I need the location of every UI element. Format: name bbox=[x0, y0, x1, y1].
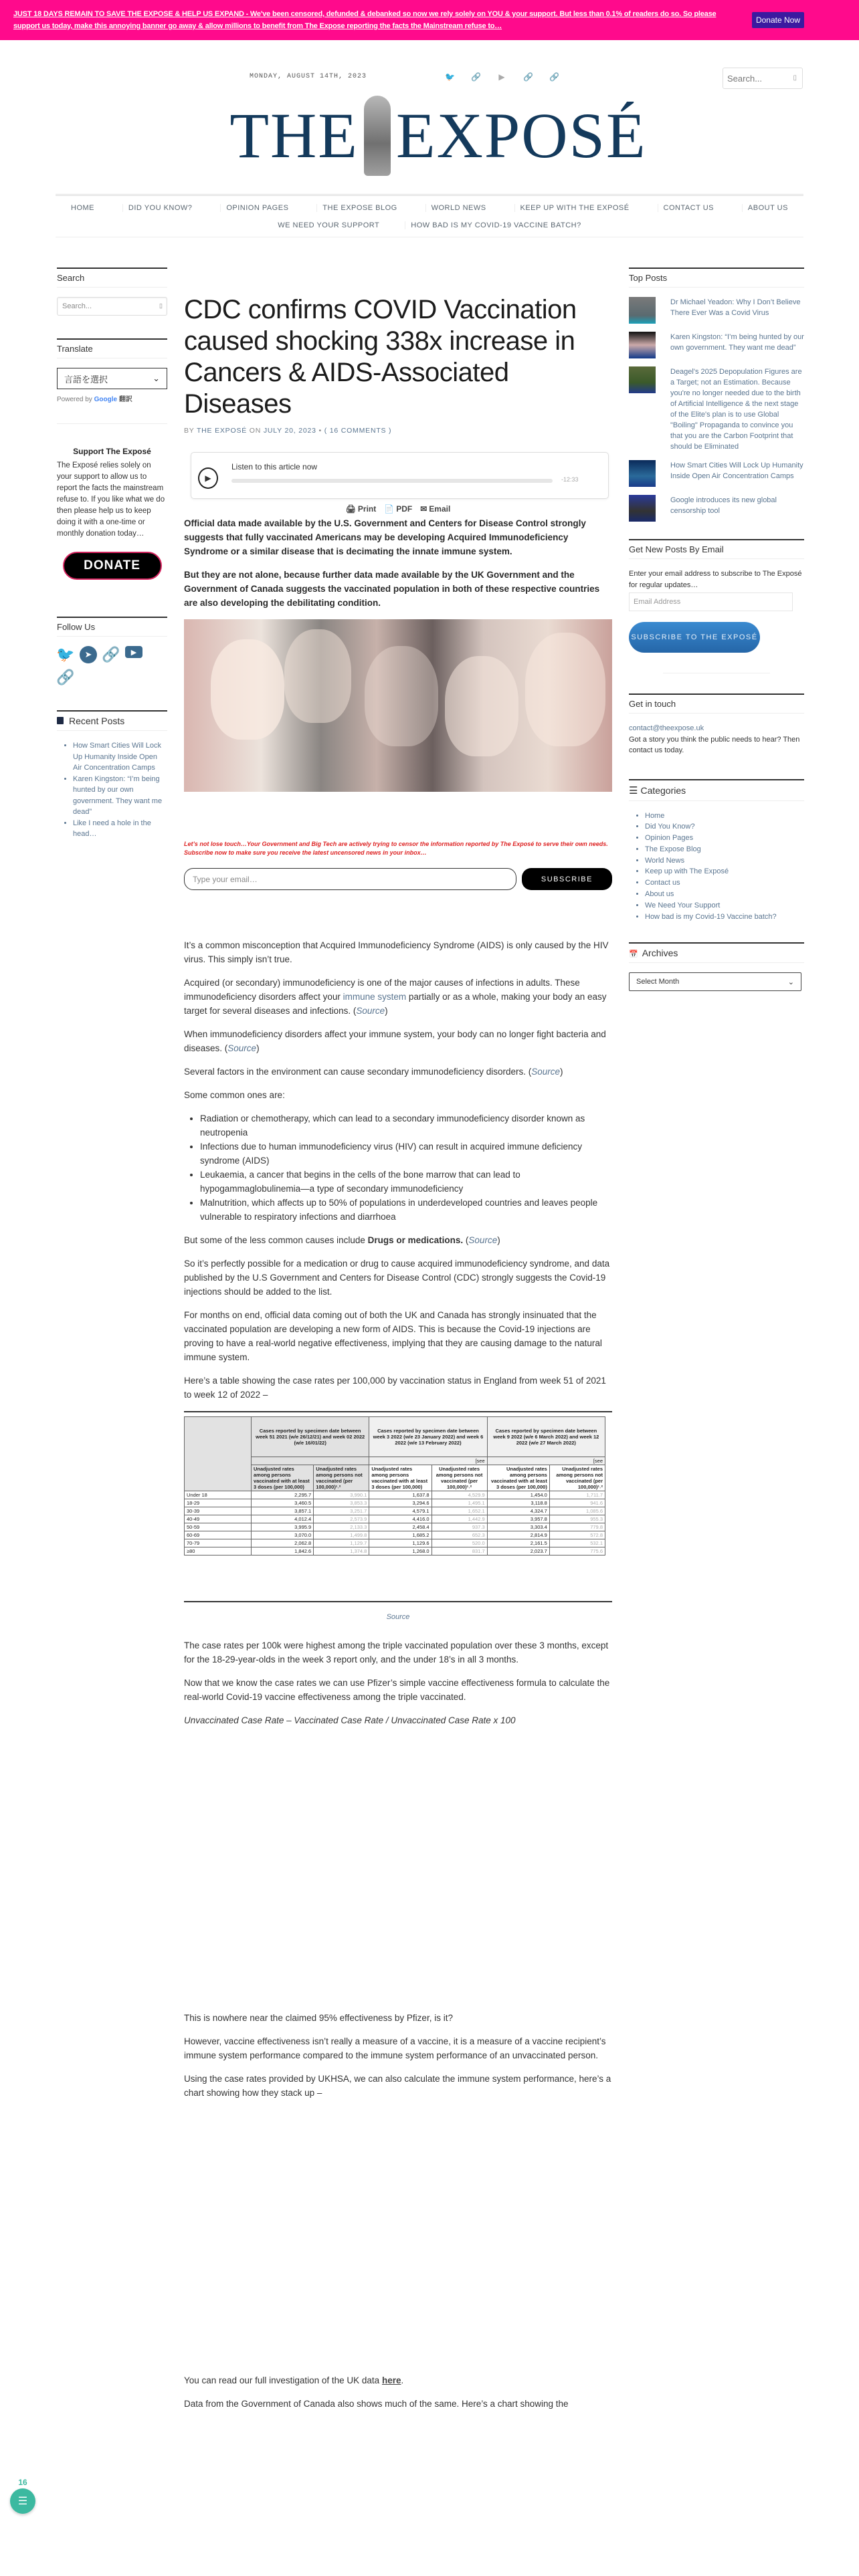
period-header: Cases reported by specimen date between week 3 2022 (w/e 23 January 2022) and week 6 2022 (w/e 13 February 2022) bbox=[369, 1417, 487, 1457]
col-header: Unadjusted rates among persons vaccinated with at least 3 doses (per 100,000) bbox=[369, 1465, 432, 1491]
cell: 2,161.5 bbox=[487, 1539, 549, 1547]
youtube-icon[interactable]: ▶ bbox=[498, 72, 505, 82]
text: ( bbox=[463, 1235, 469, 1245]
recent-post-link[interactable]: • Karen Kingston: “I’m being hunted by our own government. They want me dead” bbox=[73, 774, 167, 818]
cell: 3,460.5 bbox=[252, 1499, 314, 1507]
cell: 4,529.9 bbox=[432, 1491, 487, 1499]
list-item: • Leukaemia, a cancer that begins in the cells of the bone marrow that can lead to hypogammaglobulinemia—a type of secondary immunodeficiency bbox=[200, 1168, 612, 1196]
category-link[interactable]: • About us bbox=[645, 889, 804, 900]
cell: 4,012.4 bbox=[252, 1515, 314, 1523]
age-cell: 70-79 bbox=[185, 1539, 252, 1547]
top-post-link[interactable]: Deagel's 2025 Depopulation Figures are a Target; not an Estimation. Because you're no longer needed due to the birth of Artificial Intelligence & the next stage of the Elite's plan is to use Global "Boiling" Propaganda to convince you that you are the Carbon Footprint that should be Eliminated bbox=[670, 368, 802, 451]
nav-expose-blog[interactable]: THE EXPOSE BLOG bbox=[316, 204, 402, 212]
youtube-icon[interactable]: ▶ bbox=[125, 646, 142, 658]
menu-icon: ☰ bbox=[629, 784, 638, 796]
table-corner bbox=[185, 1417, 252, 1491]
lady-justice-icon bbox=[364, 96, 391, 176]
text: But some of the less common causes include bbox=[184, 1235, 368, 1245]
col-header: Unadjusted rates among persons vaccinated with at least 3 doses (per 100,000) bbox=[487, 1465, 549, 1491]
support-text: The Exposé relies solely on your support to allow us to report the facts the mainstream refuse to. If you like what we do then please help us to keep doing it with a one-time or monthly donation today… bbox=[57, 461, 165, 538]
recent-posts-widget-title bbox=[57, 710, 167, 731]
meta-on: ON bbox=[249, 427, 262, 435]
cell: 2,295.7 bbox=[252, 1491, 314, 1499]
age-cell: 18-29 bbox=[185, 1499, 252, 1507]
email-address-input[interactable]: Email Address bbox=[629, 593, 793, 611]
body-paragraph bbox=[184, 2373, 612, 2387]
cell: 652.3 bbox=[432, 1531, 487, 1539]
body-paragraph: Using the case rates provided by UKHSA, we can also calculate the immune system performance, here’s a chart showing how they stack up – bbox=[184, 2074, 611, 2098]
text: When immunodeficiency disorders affect your immune system, your body can no longer fight bacteria and diseases. ( bbox=[184, 1029, 606, 1053]
envelope-icon: ✉ bbox=[420, 504, 427, 514]
cell: 4,416.0 bbox=[369, 1515, 432, 1523]
embedded-chart-placeholder bbox=[184, 1727, 612, 2002]
link-icon[interactable]: 🔗 bbox=[56, 669, 75, 685]
article-meta bbox=[184, 427, 612, 435]
cell: 2,458.4 bbox=[369, 1523, 432, 1531]
top-post-link[interactable]: Google introduces its new global censorship tool bbox=[670, 496, 777, 515]
cell: 1,495.1 bbox=[432, 1499, 487, 1507]
source-link[interactable]: Source bbox=[468, 1235, 498, 1245]
case-rates-table bbox=[184, 1416, 605, 1555]
print-pdf-email-row bbox=[184, 504, 612, 514]
col-header: Unadjusted rates among persons not vaccinated (per 100,000)¹˒² bbox=[432, 1465, 487, 1491]
categories-title: Categories bbox=[640, 784, 686, 796]
age-cell: 40-49 bbox=[185, 1515, 252, 1523]
spacer-header bbox=[252, 1457, 369, 1465]
body-paragraph bbox=[184, 1233, 612, 1247]
recent-post-link[interactable]: • How Smart Cities Will Lock Up Humanity Inside Open Air Concentration Camps bbox=[73, 740, 167, 774]
article bbox=[184, 294, 612, 2411]
table-row bbox=[185, 1523, 605, 1531]
translate-word: 翻訳 bbox=[118, 396, 132, 403]
email-label: Email bbox=[429, 504, 451, 514]
cell: 1,129.6 bbox=[369, 1539, 432, 1547]
left-sidebar bbox=[57, 267, 167, 840]
cell: 1,499.8 bbox=[314, 1531, 369, 1539]
cell: 3,990.1 bbox=[314, 1491, 369, 1499]
link-icon[interactable]: 🔗 bbox=[523, 72, 533, 82]
body-paragraph bbox=[184, 1065, 612, 1079]
link-icon[interactable]: 🔗 bbox=[102, 646, 120, 663]
site-logo[interactable] bbox=[217, 97, 659, 174]
nav-opinion-pages[interactable]: OPINION PAGES bbox=[220, 204, 294, 212]
age-cell: 50-59 bbox=[185, 1523, 252, 1531]
email-widget-text: Enter your email address to subscribe to The Exposé for regular updates… bbox=[629, 570, 802, 589]
body-paragraph: Now that we know the case rates we can use Pfizer’s simple vaccine effectiveness formula to calculate the real-world Covid-19 vaccine effectiveness among the triple vaccinated. bbox=[184, 1678, 610, 1702]
cell: 779.8 bbox=[549, 1523, 605, 1531]
meta-separator: • bbox=[318, 427, 322, 435]
cell: 2,814.9 bbox=[487, 1531, 549, 1539]
header-search-input[interactable] bbox=[723, 68, 803, 89]
hero-image bbox=[184, 619, 612, 792]
audio-label: Listen to this article now bbox=[231, 462, 318, 471]
list-item: • Infections due to human immunodeficiency virus (HIV) can result in acquired immune deficiency syndrome (AIDS) bbox=[200, 1140, 612, 1168]
age-cell: 60-69 bbox=[185, 1531, 252, 1539]
cell: 3,957.8 bbox=[487, 1515, 549, 1523]
cell: 3,070.0 bbox=[252, 1531, 314, 1539]
chevron-down-icon: ⌄ bbox=[787, 978, 794, 986]
source-link[interactable]: Source bbox=[531, 1067, 561, 1077]
top-post-item[interactable] bbox=[629, 495, 804, 522]
col-header: Unadjusted rates among persons not vaccinated (per 100,000)¹˒² bbox=[549, 1465, 605, 1491]
language-select-value: 言語を選択 bbox=[64, 374, 108, 385]
recent-posts-list bbox=[57, 740, 167, 840]
table-row bbox=[185, 1547, 605, 1555]
body-paragraph: The case rates per 100k were highest among the triple vaccinated population over these 3 months, except for the 18-29-year-olds in the week 3 report only, and the under 18’s in all 3 months. bbox=[184, 1640, 609, 1665]
category-link[interactable]: • How bad is my Covid-19 Vaccine batch? bbox=[645, 911, 804, 923]
category-link[interactable]: • Contact us bbox=[645, 877, 804, 889]
nav-home[interactable]: HOME bbox=[71, 204, 94, 212]
text: partially or as a whole, making your body an easy target for several diseases and infections. ( bbox=[184, 992, 607, 1016]
top-post-link[interactable]: Karen Kingston: “I’m being hunted by our own government. They want me dead” bbox=[670, 333, 804, 352]
period-header: Cases reported by specimen date between week 9 2022 (w/e 6 March 2022) and week 12 2022 (w/e 27 March 2022) bbox=[487, 1417, 605, 1457]
table-row bbox=[185, 1491, 605, 1499]
see-note: [see bbox=[369, 1457, 487, 1465]
immune-system-link[interactable]: immune system bbox=[343, 992, 407, 1002]
inline-subscribe-form bbox=[184, 868, 612, 890]
post-thumbnail[interactable] bbox=[629, 460, 656, 487]
cell: 4,579.1 bbox=[369, 1507, 432, 1515]
audio-progress-bar[interactable] bbox=[231, 479, 553, 483]
case-rates-table-image bbox=[184, 1411, 612, 1602]
body-paragraph: It’s a common misconception that Acquired Immunodeficiency Syndrome (AIDS) is only caused by the HIV virus. This simply isn’t true. bbox=[184, 940, 609, 964]
top-post-item[interactable] bbox=[629, 332, 804, 358]
top-post-item[interactable] bbox=[629, 460, 804, 487]
embedded-chart-placeholder bbox=[184, 2100, 612, 2364]
link-icon[interactable]: 🔗 bbox=[471, 72, 481, 82]
body-paragraph: However, vaccine effectiveness isn’t really a measure of a vaccine, it is a measure of a vaccine recipient’s immune system performance compared to the immune system performance of an unvaccinated person. bbox=[184, 2036, 606, 2060]
archives-title: Archives bbox=[642, 948, 678, 959]
nav-world-news[interactable]: WORLD NEWS bbox=[425, 204, 492, 212]
touch-widget-title: Get in touch bbox=[629, 693, 804, 714]
table-row bbox=[185, 1507, 605, 1515]
contact-block bbox=[629, 723, 804, 756]
category-link[interactable]: • Opinion Pages bbox=[645, 833, 804, 844]
category-link[interactable]: • Did You Know? bbox=[645, 821, 804, 833]
twitter-icon[interactable]: 🐦 bbox=[56, 646, 75, 663]
source-link[interactable]: Source bbox=[356, 1006, 385, 1016]
cell: 1,842.6 bbox=[252, 1547, 314, 1555]
categories-list bbox=[629, 811, 804, 923]
cell: 3,853.3 bbox=[314, 1499, 369, 1507]
body-paragraph: For months on end, official data coming out of both the UK and Canada has strongly insinuated that the vaccinated population are developing a new form of AIDS. This is because the Covid-19 injections are proving to have a real-world negative effectiveness, implying that they are causing damage to the natural immune system. bbox=[184, 1310, 602, 1362]
cell: 941.6 bbox=[549, 1499, 605, 1507]
archives-select[interactable] bbox=[629, 972, 801, 991]
archives-widget-title bbox=[629, 942, 804, 963]
body-paragraph bbox=[184, 976, 612, 1018]
cell: 2,062.8 bbox=[252, 1539, 314, 1547]
nav-contact-us[interactable]: CONTACT US bbox=[658, 204, 720, 212]
cell: 3,251.7 bbox=[314, 1507, 369, 1515]
cell: 2,573.9 bbox=[314, 1515, 369, 1523]
cell: 937.3 bbox=[432, 1523, 487, 1531]
col-header: Unadjusted rates among persons vaccinated with at least 3 doses (per 100,000) bbox=[252, 1465, 314, 1491]
search-placeholder: Search... bbox=[62, 302, 92, 310]
chevron-down-icon: ⌄ bbox=[153, 373, 160, 383]
top-post-link[interactable]: How Smart Cities Will Lock Up Humanity Inside Open Air Concentration Camps bbox=[670, 461, 803, 480]
source-link[interactable]: Source bbox=[227, 1043, 257, 1053]
cell: 3,995.9 bbox=[252, 1523, 314, 1531]
subscribe-button[interactable]: SUBSCRIBE bbox=[522, 868, 612, 890]
google-logo[interactable]: Google bbox=[94, 396, 118, 403]
cell: 532.1 bbox=[549, 1539, 605, 1547]
cell: 1,374.8 bbox=[314, 1547, 369, 1555]
cell: 955.3 bbox=[549, 1515, 605, 1523]
link-icon[interactable]: 🔗 bbox=[549, 72, 559, 82]
print-label: Print bbox=[357, 504, 377, 514]
post-thumbnail[interactable] bbox=[629, 332, 656, 358]
search-icon[interactable]: ▯ bbox=[793, 74, 797, 82]
text: You can read our full investigation of the UK data bbox=[184, 2375, 382, 2385]
logo-text-the: THE bbox=[229, 100, 359, 171]
category-link[interactable]: • The Expose Blog bbox=[645, 844, 804, 855]
cell: 1,454.0 bbox=[487, 1491, 549, 1499]
table-row bbox=[185, 1515, 605, 1523]
search-widget-title: Search bbox=[57, 267, 167, 288]
contact-text: Got a story you think the public needs to hear? Then contact us today. bbox=[629, 735, 800, 754]
article-title: CDC confirms COVID Vaccination caused shocking 338x increase in Cancers & AIDS-Associated Diseases bbox=[184, 295, 577, 419]
subscribe-cta-text: Let’s not lose touch…Your Government and Big Tech are actively trying to censor the information reported by The Exposé to serve their own needs. Subscribe now to make sure you receive the latest uncensored news in your inbox… bbox=[184, 841, 608, 856]
formula: Unvaccinated Case Rate – Vaccinated Case Rate / Unvaccinated Case Rate x 100 bbox=[184, 1715, 516, 1725]
cell: 1,129.7 bbox=[314, 1539, 369, 1547]
bold-text: Drugs or medications. bbox=[367, 1235, 464, 1245]
date-link[interactable]: JULY 20, 2023 bbox=[263, 427, 316, 435]
subscribe-email-input[interactable]: Type your email… bbox=[184, 868, 516, 890]
age-cell: Under 18 bbox=[185, 1491, 252, 1499]
age-cell: 30-39 bbox=[185, 1507, 252, 1515]
table-source-link[interactable]: Source bbox=[386, 1613, 410, 1621]
cell: 3,294.6 bbox=[369, 1499, 432, 1507]
text: Several factors in the environment can cause secondary immunodeficiency disorders. ( bbox=[184, 1067, 532, 1077]
top-post-link[interactable]: Dr Michael Yeadon: Why I Don’t Believe There Ever Was a Covid Virus bbox=[670, 298, 801, 317]
post-thumbnail[interactable] bbox=[629, 495, 656, 522]
category-link[interactable]: • We Need Your Support bbox=[645, 900, 804, 911]
main-navigation bbox=[56, 194, 803, 233]
author-link[interactable]: THE EXPOSÉ bbox=[196, 427, 248, 435]
nav-support[interactable]: WE NEED YOUR SUPPORT bbox=[278, 221, 380, 229]
cell: 2,133.3 bbox=[314, 1523, 369, 1531]
see-note: [see bbox=[487, 1457, 605, 1465]
body-paragraph: Data from the Government of Canada also shows much of the same. Here’s a chart showing the bbox=[184, 2399, 569, 2409]
play-icon: ▶ bbox=[205, 473, 211, 483]
list-item: • Radiation or chemotherapy, which can lead to a secondary immunodeficiency disorder known as neutropenia bbox=[200, 1111, 612, 1140]
book-icon bbox=[57, 717, 64, 724]
recent-post-link[interactable]: • Like I need a hole in the head… bbox=[73, 818, 167, 840]
cell: 1,268.0 bbox=[369, 1547, 432, 1555]
cell: 1,652.1 bbox=[432, 1507, 487, 1515]
cell: 775.6 bbox=[549, 1547, 605, 1555]
donation-banner bbox=[0, 0, 859, 40]
cell: 1,085.6 bbox=[549, 1507, 605, 1515]
period-header: Cases reported by specimen date between week 51 2021 (w/e 26/12/21) and week 02 2022 (w/e 16/01/22) bbox=[252, 1417, 369, 1457]
right-sidebar bbox=[629, 267, 804, 991]
cell: 572.8 bbox=[549, 1531, 605, 1539]
email-widget-title: Get New Posts By Email bbox=[629, 539, 804, 559]
lead-paragraph: Official data made available by the U.S. Government and Centers for Disease Control strongly suggests that fully vaccinated Americans may be developing Acquired Immunodeficiency Syndrome or a similar disease that is decimating the innate immune system. bbox=[184, 518, 586, 556]
post-thumbnail[interactable] bbox=[629, 366, 656, 393]
text: ) bbox=[385, 1006, 388, 1016]
follow-widget-title: Follow Us bbox=[57, 617, 167, 637]
cell: 3,857.1 bbox=[252, 1507, 314, 1515]
nav-about-us[interactable]: ABOUT US bbox=[742, 204, 793, 212]
donate-button[interactable]: DONATE bbox=[63, 552, 162, 580]
category-link[interactable]: • World News bbox=[645, 855, 804, 867]
twitter-icon[interactable]: 🐦 bbox=[445, 72, 455, 82]
table-row bbox=[185, 1499, 605, 1507]
cell: 4,324.7 bbox=[487, 1507, 549, 1515]
print-button[interactable] bbox=[346, 504, 377, 514]
header-social-links bbox=[445, 72, 559, 82]
cell: 3,118.8 bbox=[487, 1499, 549, 1507]
subscribe-expose-button[interactable]: SUBSCRIBE TO THE EXPOSÉ bbox=[629, 622, 760, 653]
audio-player bbox=[191, 452, 609, 499]
meta-by: BY bbox=[184, 427, 195, 435]
text: ) bbox=[497, 1235, 500, 1245]
calendar-icon: 📅 bbox=[629, 950, 638, 959]
categories-widget-title bbox=[629, 779, 804, 801]
top-post-item[interactable] bbox=[629, 366, 804, 452]
body-paragraph: So it’s perfectly possible for a medication or drug to cause acquired immunodeficiency syndrome, and data published by the U.S Government and Centers for Disease Control (CDC) strongly suggests the Covid-19 injections should be added to the list. bbox=[184, 1259, 610, 1297]
search-icon[interactable]: ▯ bbox=[159, 302, 163, 309]
col-header: Unadjusted rates among persons not vaccinated (per 100,000)¹˒² bbox=[314, 1465, 369, 1491]
text: . bbox=[401, 2375, 404, 2385]
cell: 1,637.8 bbox=[369, 1491, 432, 1499]
table-row bbox=[185, 1531, 605, 1539]
text: ) bbox=[560, 1067, 563, 1077]
audio-time: -12:33 bbox=[561, 476, 579, 483]
archives-select-value: Select Month bbox=[636, 978, 680, 986]
banner-message-link[interactable]: JUST 18 DAYS REMAIN TO SAVE THE EXPOSE & HELP US EXPAND - We've been censored, defunded & debanked so now we rely solely on YOU & your support. But less than 0.1% of readers do so. So please support us today, make this annoying banner go away & allow millions to benefit from The Expose reporting the facts the Mainstream refuse to… bbox=[13, 10, 717, 30]
telegram-icon[interactable]: ➤ bbox=[80, 646, 97, 663]
body-paragraph: Some common ones are: bbox=[184, 1090, 285, 1100]
follow-us-icons bbox=[57, 646, 157, 686]
here-link[interactable]: here bbox=[381, 2375, 401, 2385]
sidebar-search-input[interactable] bbox=[57, 297, 167, 316]
search-placeholder: Search... bbox=[727, 74, 763, 84]
text: Acquired (or secondary) immunodeficiency is one of the major causes of infections in adults. These immunodeficiency disorders affect your bbox=[184, 978, 580, 1002]
translate-widget-title: Translate bbox=[57, 338, 167, 358]
body-paragraph: This is nowhere near the claimed 95% effectiveness by Pfizer, is it? bbox=[184, 2013, 453, 2023]
comments-link[interactable]: ( 16 COMMENTS ) bbox=[324, 427, 392, 435]
body-paragraph: Here’s a table showing the case rates per 100,000 by vaccination status in England from week 51 of 2021 to week 12 of 2022 – bbox=[184, 1376, 606, 1400]
list-item: • Malnutrition, which affects up to 50% of populations in underdeveloped countries and leaves people vulnerable to respiratory infections and diarrhoea bbox=[200, 1196, 612, 1224]
nav-vaccine-batch[interactable]: HOW BAD IS MY COVID-19 VACCINE BATCH? bbox=[405, 221, 586, 229]
table-row bbox=[185, 1539, 605, 1547]
support-widget bbox=[57, 423, 167, 580]
play-button[interactable] bbox=[198, 467, 218, 489]
contact-email-link[interactable]: contact@theexpose.uk bbox=[629, 724, 704, 732]
lead-paragraph: But they are not alone, because further data made available by the UK Government and the Government of Canada suggests the vaccinated population in both of these respective countries are also developing the debilitating condition. bbox=[184, 570, 600, 608]
google-translate-credit bbox=[57, 393, 167, 403]
cell: 831.7 bbox=[432, 1547, 487, 1555]
causes-list bbox=[184, 1111, 612, 1224]
comments-floating-button[interactable] bbox=[10, 2478, 35, 2518]
cell: 3,303.4 bbox=[487, 1523, 549, 1531]
pdf-icon: 📄 bbox=[384, 504, 395, 514]
printer-icon: 🖨 bbox=[345, 504, 356, 514]
powered-by-label: Powered by bbox=[57, 396, 92, 403]
top-post-item[interactable] bbox=[629, 297, 804, 324]
recent-posts-title: Recent Posts bbox=[69, 716, 125, 726]
comment-count: 16 bbox=[18, 2478, 27, 2487]
cell: 1,711.7 bbox=[549, 1491, 605, 1499]
pdf-button[interactable] bbox=[384, 504, 412, 514]
current-date: MONDAY, AUGUST 14TH, 2023 bbox=[250, 73, 367, 80]
language-select[interactable] bbox=[57, 368, 167, 389]
support-title: Support The Exposé bbox=[73, 447, 151, 456]
logo-text-expose: EXPOSÉ bbox=[395, 100, 647, 171]
cell: 1,442.9 bbox=[432, 1515, 487, 1523]
email-button[interactable] bbox=[420, 504, 450, 514]
category-link[interactable]: • Keep up with The Exposé bbox=[645, 866, 804, 877]
category-link[interactable]: • Home bbox=[645, 811, 804, 822]
top-posts-title: Top Posts bbox=[629, 267, 804, 288]
post-thumbnail[interactable] bbox=[629, 297, 656, 324]
nav-did-you-know[interactable]: DID YOU KNOW? bbox=[122, 204, 198, 212]
cell: 1,685.2 bbox=[369, 1531, 432, 1539]
comment-icon[interactable]: ☰ bbox=[10, 2488, 35, 2514]
text: ) bbox=[256, 1043, 260, 1053]
cell: 2,023.7 bbox=[487, 1547, 549, 1555]
pdf-label: PDF bbox=[396, 504, 413, 514]
body-paragraph bbox=[184, 1027, 612, 1055]
cell: 520.0 bbox=[432, 1539, 487, 1547]
age-cell: ≥80 bbox=[185, 1547, 252, 1555]
donate-now-button[interactable]: Donate Now bbox=[752, 12, 804, 28]
nav-keep-up[interactable]: KEEP UP WITH THE EXPOSÉ bbox=[514, 204, 635, 212]
